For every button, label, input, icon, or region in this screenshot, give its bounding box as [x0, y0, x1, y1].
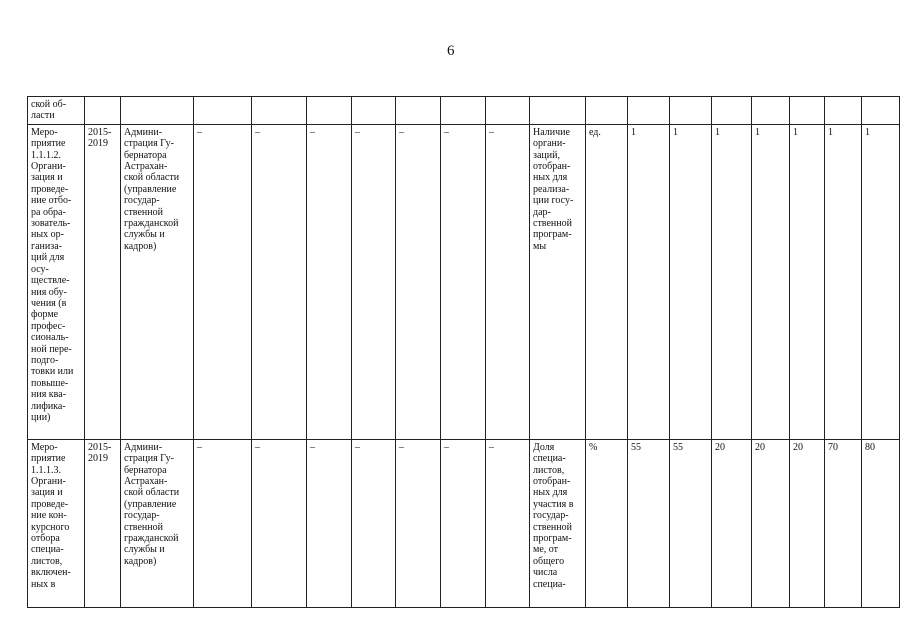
value-cell: 20	[790, 439, 825, 607]
funding-cell: –	[486, 124, 530, 439]
funding-cell: –	[252, 124, 307, 439]
page-number: 6	[447, 43, 455, 59]
measure-cell: Меро- приятие 1.1.1.2. Органи- зация и проведе- ние отбо- ра обра- зователь- ных ор- ганиза- ций для осу- ществле- ния обу- чения (в форме профес- сиональ- ной пере- подго- товки или повыше- ния ква- лифика- ции)	[28, 124, 85, 439]
continuation-cell: ской об- ласти	[28, 97, 85, 125]
value-cell: 55	[670, 439, 712, 607]
funding-cell: –	[307, 124, 352, 439]
unit-cell: %	[586, 439, 628, 607]
funding-cell: –	[486, 439, 530, 607]
period-cell: 2015- 2019	[85, 439, 121, 607]
funding-cell: –	[396, 439, 441, 607]
table-row	[28, 124, 900, 439]
value-cell: 1	[752, 124, 790, 439]
unit-cell: ед.	[586, 124, 628, 439]
value-cell: 80	[862, 439, 900, 607]
value-cell: 1	[862, 124, 900, 439]
table-row-continuation	[28, 97, 900, 125]
value-cell: 20	[752, 439, 790, 607]
value-cell: 1	[790, 124, 825, 439]
indicator-cell: Доля специа- листов, отобран- ных для участия в государ- ственной програм- ме, от общего числа специа-	[530, 439, 586, 607]
funding-cell: –	[252, 439, 307, 607]
value-cell: 1	[628, 124, 670, 439]
value-cell: 1	[670, 124, 712, 439]
program-table	[27, 96, 900, 608]
value-cell: 1	[712, 124, 752, 439]
period-cell: 2015- 2019	[85, 124, 121, 439]
value-cell: 1	[825, 124, 862, 439]
funding-cell: –	[194, 439, 252, 607]
executor-cell: Админи- страция Гу- бернатора Астрахан- ской области (управление государ- ственной гражданской службы и кадров)	[121, 124, 194, 439]
funding-cell: –	[194, 124, 252, 439]
funding-cell: –	[441, 124, 486, 439]
funding-cell: –	[352, 439, 396, 607]
value-cell: 20	[712, 439, 752, 607]
funding-cell: –	[396, 124, 441, 439]
executor-cell: Админи- страция Гу- бернатора Астрахан- ской области (управление государ- ственной гражданской службы и кадров)	[121, 439, 194, 607]
value-cell: 55	[628, 439, 670, 607]
funding-cell: –	[441, 439, 486, 607]
indicator-cell: Наличие органи- заций, отобран- ных для реализа- ции госу- дар- ственной програм- мы	[530, 124, 586, 439]
funding-cell: –	[307, 439, 352, 607]
funding-cell: –	[352, 124, 396, 439]
value-cell: 70	[825, 439, 862, 607]
measure-cell: Меро- приятие 1.1.1.3. Органи- зация и проведе- ние кон- курсного отбора специа- листов, включен- ных в	[28, 439, 85, 607]
table-row	[28, 439, 900, 607]
